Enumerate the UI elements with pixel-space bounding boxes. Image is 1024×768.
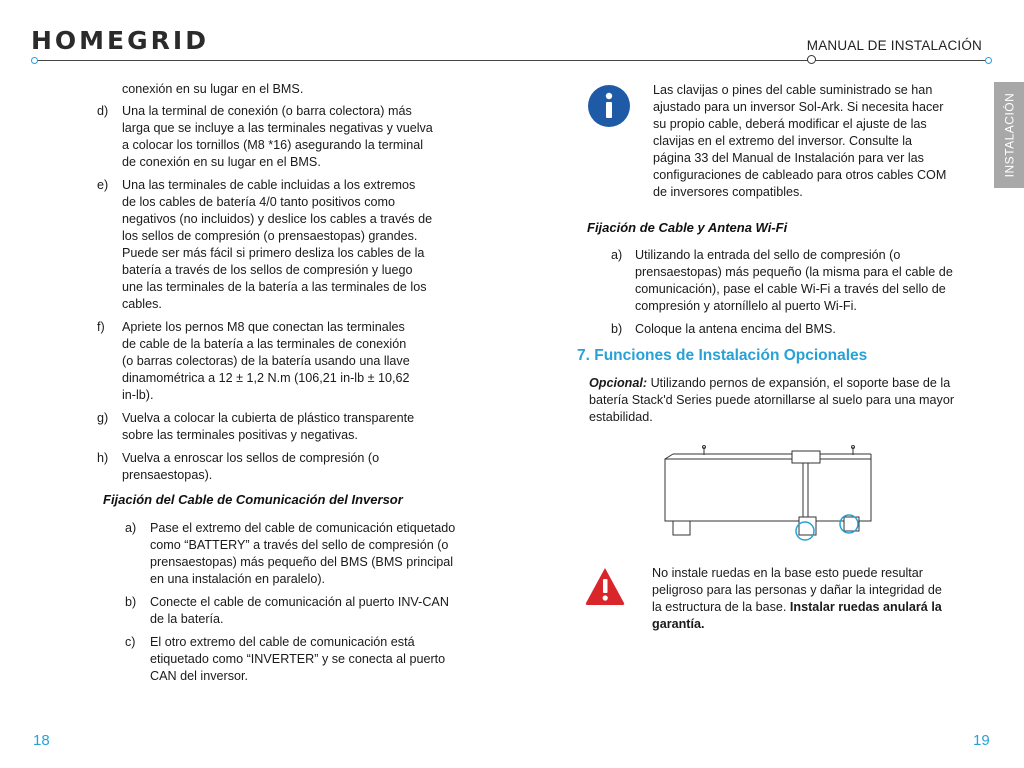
divider-dot-right [985,57,992,64]
wifi-step-b: b) Coloque la antena encima del BMS. [611,322,836,336]
optional-label: Opcional: [589,376,648,390]
inverter-comm-steps [125,520,470,685]
subheading-inverter-comm: Fijación del Cable de Comunicación del Inversor [103,492,403,507]
comm-step-c: c) El otro extremo del cable de comunicación está etiquetado como “INVERTER” y se conecta al puerto CAN del inversor. [125,635,446,683]
info-note: Las clavijas o pines del cable suministrado se han ajustado para un inversor Sol-Ark. Si necesita hacer su propio cable, deberá modificar el ajuste de las clavijas en el extremo del inversor. Consulte la página 33 del Manual de Instalación para ver las configuraciones de cableado para otros cables COM de inversores compatibles. [653,83,947,199]
step-g: g) Vuelva a colocar la cubierta de plástico transparente sobre las terminales positivas y negativas. [97,411,415,442]
step-f: f) Apriete los pernos M8 que conectan las terminales de cable de la batería a las terminales de conexión (o barras colectoras) de la batería usando una llave dinamométrica a 12 ± 1,2 N.m (106,21 in-lb ± 10,62 in-lb). [97,320,410,402]
continuation-text: conexión en su lugar en el BMS. [122,82,304,96]
warning-icon [584,566,626,606]
step-h: h) Vuelva a enroscar los sellos de compresión (o prensaestopas). [97,451,380,482]
wifi-step-a: a) Utilizando la entrada del sello de compresión (o prensaestopas) más pequeño (la misma para el cable de comunicación), pase el cable Wi-Fi a través del sello de compresión y atorníllelo al puerto Wi-Fi. [611,248,953,313]
divider-dot-left [31,57,38,64]
step-e: e) Una las terminales de cable incluidas a los extremos de los cables de batería 4/0 tanto positivos como negativos (no incluidos) y deslice los cables a través de los sellos de compresión (o prensaestopas) grandes. Puede ser más fácil si primero desliza los cables de la batería a través de los sellos de compresión y luego une las terminales de la batería a las terminales de los cables. [97,178,433,311]
page-number-left: 18 [33,732,50,749]
comm-step-a: a) Pase el extremo del cable de comunicación etiquetado como “BATTERY” a través del sello de compresión (o prensaestopas) más pequeño del BMS (BMS principal en una instalación en paralelo). [125,521,456,586]
header-divider [34,60,988,61]
comm-step-b: b) Conecte el cable de comunicación al puerto INV-CAN de la batería. [125,595,449,626]
battery-base-illustration [660,443,875,548]
subheading-wifi: Fijación de Cable y Antena Wi-Fi [587,220,788,235]
wifi-steps [611,247,956,338]
section-title-optional: 7. Funciones de Instalación Opcionales [577,347,868,364]
warranty-warning: Instalar ruedas anulará la [789,600,942,614]
left-steps-list [97,103,442,484]
info-icon [587,84,631,128]
warning-note: No instale ruedas en la base esto puede resultar peligroso para las personas y dañar la integridad de la estructura de la base. Instalar ruedas anulará la garantía. [652,566,942,631]
homegrid-logo: HOMEGRID [31,26,209,55]
step-d: d) Una la terminal de conexión (o barra colectora) más larga que se incluye a las terminales negativas y vuelva a colocar los tornillos (M8 *16) asegurando la terminal de conexión en su lugar en el BMS. [97,104,433,169]
manual-title: MANUAL DE INSTALACIÓN [806,38,982,53]
page-number-right: 19 [973,732,990,749]
divider-dot-center [807,55,816,64]
optional-paragraph: Opcional: Utilizando pernos de expansión, el soporte base de la batería Stack'd Series puede atornillarse al suelo para una mayor estabilidad. [589,376,955,424]
side-tab-installation: INSTALACIÓN [994,82,1024,188]
